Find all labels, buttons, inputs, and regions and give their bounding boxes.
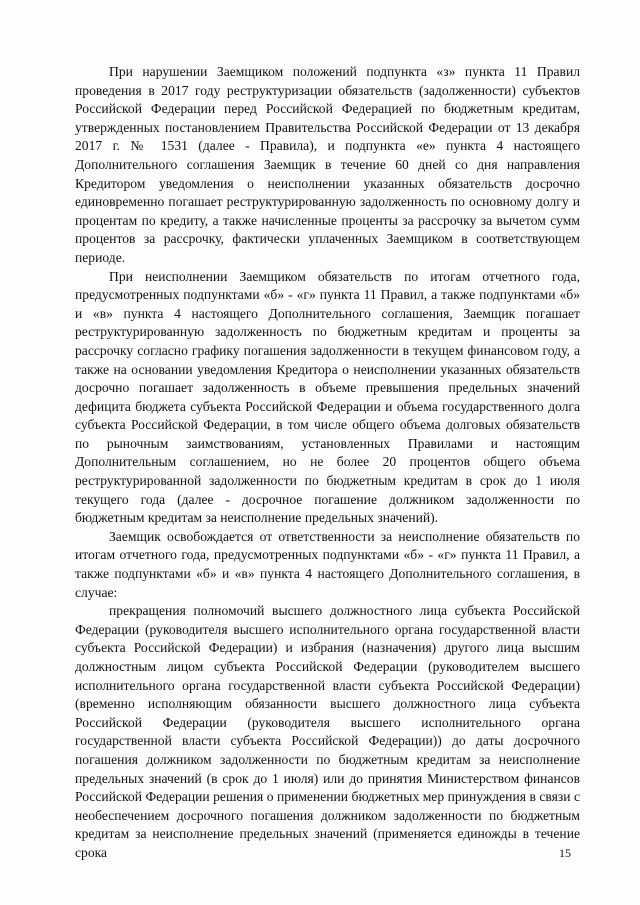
document-body bbox=[75, 63, 580, 863]
page-number: 15 bbox=[559, 846, 571, 860]
paragraph: При неисполнении Заемщиком обязательств по итогам отчетного года, предусмотренных подпунктами «б» - «г» пункта 11 Правил, а также подпунктами «б» и «в» пункта 4 настоящего Дополнительного соглашения, Заемщик погашает реструктурированную задолженность по бюджетным кредитам и проценты за рассрочку согласно графику погашения задолженности в текущем финансовом году, а также на основании уведомления Кредитора о неисполнении указанных обязательств досрочно погашает задолженность в объеме превышения предельных значений дефицита бюджета субъекта Российской Федерации и объема государственного долга субъекта Российской Федерации, в том числе общего объема долговых обязательств по рыночным заимствованиям, установленных Правилами и настоящим Дополнительным соглашением, но не более 20 процентов общего объема реструктурированной задолженности по бюджетным кредитам в срок до 1 июля текущего года (далее - досрочное погашение должником задолженности по бюджетным кредитам за неисполнение предельных значений). bbox=[75, 268, 580, 526]
paragraph: При нарушении Заемщиком положений подпункта «з» пункта 11 Правил проведения в 2017 году реструктуризации обязательств (задолженности) субъектов Российской Федерации перед Российской Федерацией по бюджетным кредитам, утвержденных постановлением Правительства Российской Федерации от 13 декабря 2017 г. № 1531 (далее - Правила), и подпункта «е» пункта 4 настоящего Дополнительного соглашения Заемщик в течение 60 дней со дня направления Кредитором уведомления о неисполнении указанных обязательств досрочно единовременно погашает реструктурированную задолженность по основному долгу и процентам по кредиту, а также начисленные проценты за рассрочку за вычетом сумм процентов за рассрочку, фактически уплаченных Заемщиком в соответствующем периоде. bbox=[75, 64, 580, 265]
paragraph: прекращения полномочий высшего должностного лица субъекта Российской Федерации (руководителя высшего исполнительного органа государственной власти субъекта Российской Федерации) и избрания (назначения) другого лица высшим должностным лицом субъекта Российской Федерации (руководителем высшего исполнительного органа государственной власти субъекта Российской Федерации) (временно исполняющим обязанности высшего должностного лица субъекта Российской Федерации (руководителя высшего исполнительного органа государственной власти субъекта Российской Федерации)) до даты досрочного погашения должником задолженности по бюджетным кредитам за неисполнение предельных значений (в срок до 1 июля) или до принятия Министерством финансов Российской Федерации решения о применении бюджетных мер принуждения в связи с необеспечением досрочного погашения должником задолженности по бюджетным кредитам за неисполнение предельных значений (применяется единожды в течение срока bbox=[75, 603, 580, 860]
paragraph: Заемщик освобождается от ответственности за неисполнение обязательств по итогам отчетного года, предусмотренных подпунктами «б» - «г» пункта 11 Правил, а также подпунктами «б» и «в» пункта 4 настоящего Дополнительного соглашения, в случае: bbox=[75, 528, 580, 600]
